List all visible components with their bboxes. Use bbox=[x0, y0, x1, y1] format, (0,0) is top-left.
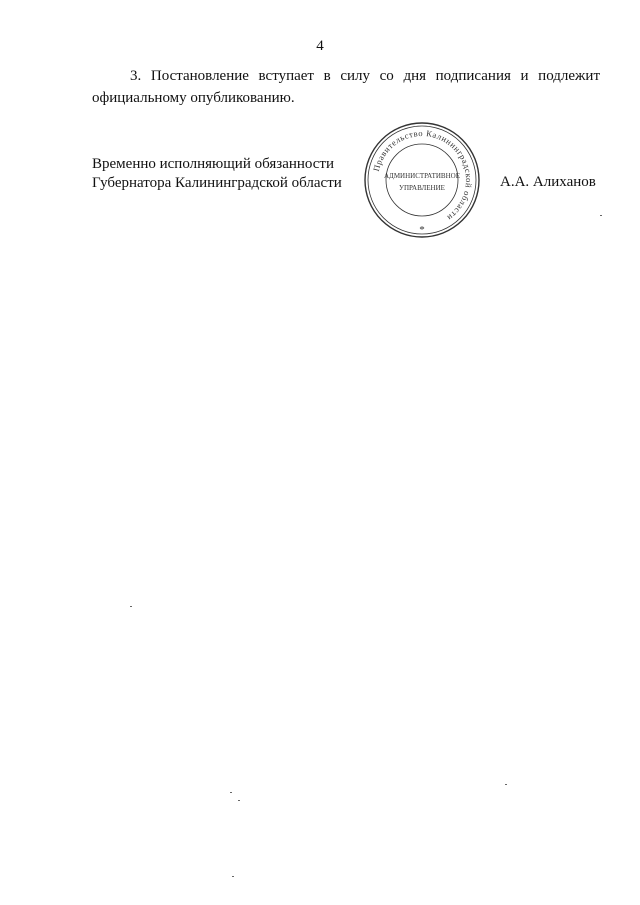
signer-name: А.А. Алиханов bbox=[500, 174, 596, 190]
stamp-center-line-2: УПРАВЛЕНИЕ bbox=[399, 184, 445, 192]
scan-speck bbox=[230, 792, 232, 793]
stamp-outer-ring-inner bbox=[368, 126, 476, 234]
signatory-position-line-1: Временно исполняющий обязанности bbox=[92, 156, 335, 172]
official-stamp bbox=[362, 120, 482, 240]
stamp-center-line-1: АДМИНИСТРАТИВНОЕ bbox=[384, 172, 460, 180]
stamp-ring-text: Правительство Калининградской области bbox=[370, 127, 475, 224]
stamp-inner-ring bbox=[386, 144, 458, 216]
stamp-outer-ring bbox=[365, 123, 479, 237]
signatory-position bbox=[92, 155, 342, 193]
stamp-star: * bbox=[419, 224, 425, 236]
scan-speck bbox=[232, 876, 234, 877]
scan-speck bbox=[505, 784, 507, 785]
page-number: 4 bbox=[316, 38, 324, 54]
paragraph-3: 3. Постановление вступает в силу со дня подписания и подлежит официальному опубликованию. bbox=[92, 68, 600, 106]
signatory-position-line-2: Губернатора Калининградской области bbox=[92, 175, 342, 191]
scan-speck bbox=[238, 800, 240, 801]
scan-speck bbox=[600, 215, 602, 216]
scan-speck bbox=[130, 606, 132, 607]
stamp-seal-icon bbox=[362, 120, 482, 240]
